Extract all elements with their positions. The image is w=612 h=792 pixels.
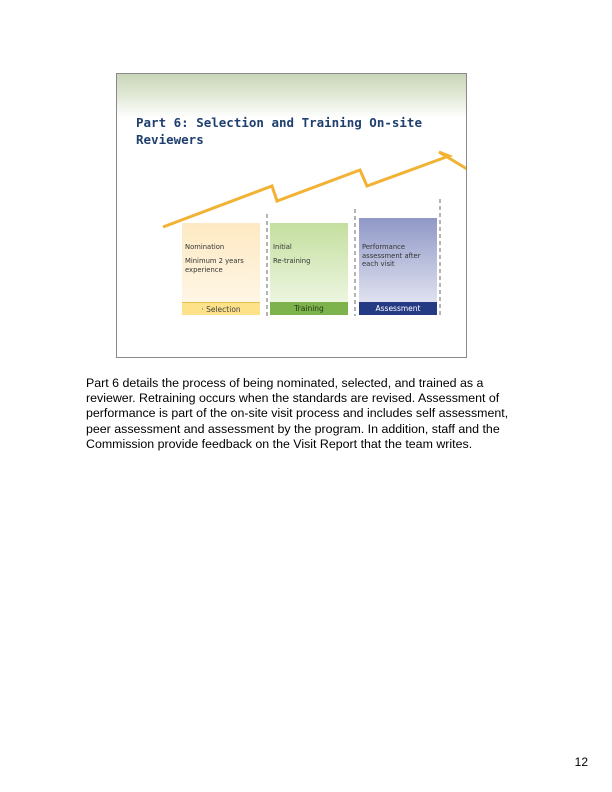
stage-label: Training: [270, 302, 348, 315]
stage-item: Initial: [273, 243, 292, 251]
stage-selection: [182, 223, 260, 315]
stage-item: Minimum 2 years experience: [185, 257, 244, 274]
slide: [116, 73, 467, 358]
bullet-icon: ·: [201, 305, 207, 314]
slide-title: Part 6: Selection and Training On-site Reviewers: [136, 115, 422, 147]
stage-label: Assessment: [359, 302, 437, 315]
speaker-notes: Part 6 details the process of being nominated, selected, and trained as a reviewer. Retraining occurs when the standards are revised. Assessment of performance is part of the on-site visit process and includes self assessment, peer assessment and assessment by the program. In addition, staff and the Commission provide feedback on the Visit Report that the team writes.: [86, 376, 509, 451]
stage-item: Re-training: [273, 257, 311, 265]
stage-label: · Selection: [182, 302, 260, 315]
page-number: 12: [574, 755, 588, 769]
stage-training: [270, 223, 348, 315]
stage-item: Nomination: [185, 243, 225, 251]
stage-assessment: [359, 218, 437, 315]
stage-item: Performance assessment after each visit: [362, 243, 421, 269]
progress-arrow-icon: [163, 152, 467, 227]
